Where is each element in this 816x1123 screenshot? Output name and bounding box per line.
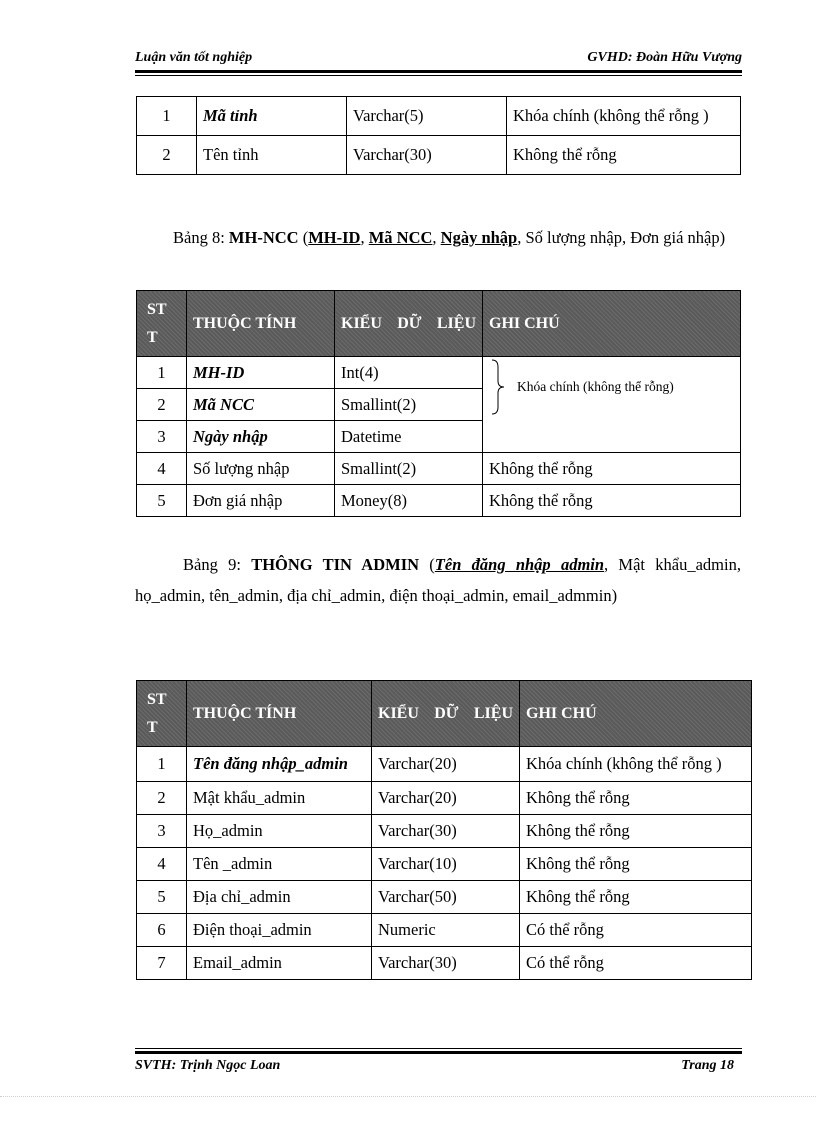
cell-name: Đơn giá nhập xyxy=(187,485,335,517)
col-header-type: KIỂU DỮ LIỆU xyxy=(335,291,483,357)
cell-note: Không thể rỗng xyxy=(483,453,741,485)
cell-stt: 5 xyxy=(137,881,187,914)
cell-stt: 1 xyxy=(137,357,187,389)
cell-name: Tên _admin xyxy=(187,848,372,881)
table-header-row xyxy=(137,291,741,357)
cell-name: Tên đăng nhập_admin xyxy=(187,747,372,782)
cell-type: Varchar(30) xyxy=(347,136,507,175)
footer-right: Trang 18 xyxy=(681,1058,734,1073)
table-header-row xyxy=(137,681,752,747)
col-header-name: THUỘC TÍNH xyxy=(187,291,335,357)
cell-stt: 2 xyxy=(137,389,187,421)
bang8-key-3: Ngày nhập xyxy=(440,228,518,247)
cell-note: Có thể rỗng xyxy=(520,914,752,947)
table-row xyxy=(137,815,752,848)
table-row xyxy=(137,881,752,914)
col-header-note: GHI CHÚ xyxy=(483,291,741,357)
cell-type: Smallint(2) xyxy=(335,453,483,485)
col-header-type: KIỂU DỮ LIỆU xyxy=(372,681,520,747)
table-row xyxy=(137,357,741,389)
cell-type: Varchar(30) xyxy=(372,947,520,980)
bang9-key-1: Tên đăng nhập admin xyxy=(434,555,605,574)
col-header-name: THUỘC TÍNH xyxy=(187,681,372,747)
header-rule-thin xyxy=(135,75,742,76)
cell-stt: 3 xyxy=(137,815,187,848)
header-right: GVHD: Đoàn Hữu Vượng xyxy=(587,50,742,65)
table-row xyxy=(137,782,752,815)
cell-stt: 1 xyxy=(137,97,197,136)
col-header-note: GHI CHÚ xyxy=(520,681,752,747)
cell-name: Tên tỉnh xyxy=(197,136,347,175)
cell-stt: 7 xyxy=(137,947,187,980)
cell-note-merged xyxy=(483,357,741,453)
cell-stt: 4 xyxy=(137,848,187,881)
table-bang9 xyxy=(136,680,752,980)
col-header-stt: STT xyxy=(137,291,187,357)
table-bang8 xyxy=(136,290,741,517)
cell-type: Smallint(2) xyxy=(335,389,483,421)
col-header-stt: STT xyxy=(137,681,187,747)
cell-note: Không thể rỗng xyxy=(520,782,752,815)
brace-icon xyxy=(491,359,505,415)
cell-note: Khóa chính (không thể rỗng ) xyxy=(507,97,741,136)
cell-note: Không thể rỗng xyxy=(507,136,741,175)
cell-stt: 6 xyxy=(137,914,187,947)
cell-stt: 3 xyxy=(137,421,187,453)
bang8-key-2: Mã NCC xyxy=(368,228,433,247)
cell-name: Địa chỉ_admin xyxy=(187,881,372,914)
brace-note: Khóa chính (không thể rỗng) xyxy=(517,379,674,394)
footer-rule-thin xyxy=(135,1048,742,1049)
cell-type: Money(8) xyxy=(335,485,483,517)
cell-name: Số lượng nhập xyxy=(187,453,335,485)
cell-note: Không thể rỗng xyxy=(520,848,752,881)
cell-stt: 1 xyxy=(137,747,187,782)
cell-stt: 5 xyxy=(137,485,187,517)
cell-name: Họ_admin xyxy=(187,815,372,848)
cell-name: Mã NCC xyxy=(187,389,335,421)
cell-note: Không thể rỗng xyxy=(520,815,752,848)
caption-bang8: Bảng 8: MH-NCC (MH-ID, Mã NCC, Ngày nhập, Số lượng nhập, Đơn giá nhập) xyxy=(173,228,726,247)
header-left: Luận văn tốt nghiệp xyxy=(135,50,253,65)
table-row xyxy=(137,97,741,136)
caption-bang9: Bảng 9: THÔNG TIN ADMIN (Tên đăng nhập admin, Mật khẩu_admin, họ_admin, tên_admin, địa chỉ_admin, điện thoại_admin, email_admmin) xyxy=(135,555,741,605)
cell-name: Điện thoại_admin xyxy=(187,914,372,947)
page-bottom-dotted-line xyxy=(0,1096,816,1097)
table-row xyxy=(137,848,752,881)
cell-name: MH-ID xyxy=(187,357,335,389)
cell-type: Varchar(20) xyxy=(372,782,520,815)
footer-left: SVTH: Trịnh Ngọc Loan xyxy=(135,1058,281,1073)
cell-type: Varchar(30) xyxy=(372,815,520,848)
cell-name: Ngày nhập xyxy=(187,421,335,453)
cell-note: Khóa chính (không thể rỗng ) xyxy=(520,747,752,782)
cell-note: Không thể rỗng xyxy=(520,881,752,914)
bang8-title: MH-NCC xyxy=(228,228,299,247)
footer-rule-thick xyxy=(135,1051,742,1054)
table-top xyxy=(136,96,741,175)
table-row xyxy=(137,947,752,980)
cell-stt: 2 xyxy=(137,136,197,175)
cell-type: Datetime xyxy=(335,421,483,453)
cell-type: Varchar(10) xyxy=(372,848,520,881)
table-row xyxy=(137,914,752,947)
cell-note: Không thể rỗng xyxy=(483,485,741,517)
table-row xyxy=(137,747,752,782)
cell-name: Email_admin xyxy=(187,947,372,980)
cell-type: Numeric xyxy=(372,914,520,947)
cell-name: Mã tỉnh xyxy=(197,97,347,136)
table-row xyxy=(137,136,741,175)
bang8-key-1: MH-ID xyxy=(308,228,361,247)
cell-type: Varchar(20) xyxy=(372,747,520,782)
cell-stt: 2 xyxy=(137,782,187,815)
table-row xyxy=(137,453,741,485)
table-row xyxy=(137,485,741,517)
bang9-title: THÔNG TIN ADMIN xyxy=(251,555,420,574)
cell-type: Int(4) xyxy=(335,357,483,389)
cell-name: Mật khẩu_admin xyxy=(187,782,372,815)
cell-type: Varchar(5) xyxy=(347,97,507,136)
cell-note: Có thể rỗng xyxy=(520,947,752,980)
cell-stt: 4 xyxy=(137,453,187,485)
cell-type: Varchar(50) xyxy=(372,881,520,914)
header-rule-thick xyxy=(135,70,742,73)
